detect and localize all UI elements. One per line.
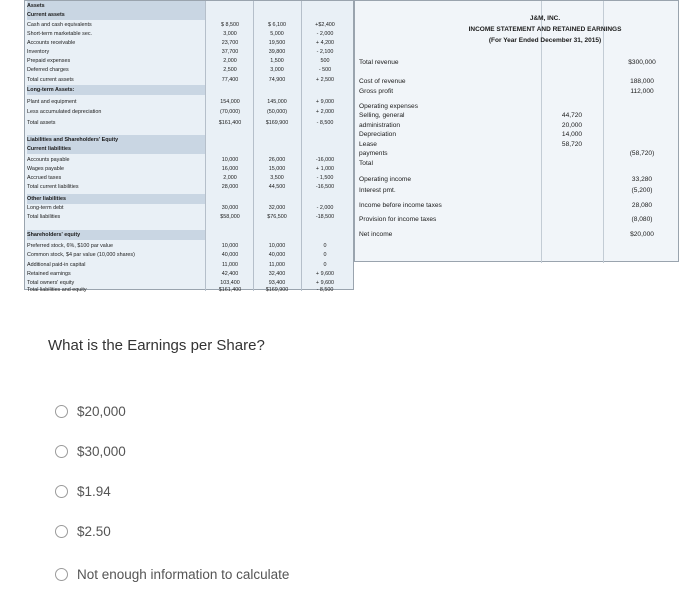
value-2014: $169,900 xyxy=(265,287,289,293)
value-2014: 15,000 xyxy=(268,166,286,172)
balance-sheet-row xyxy=(25,107,355,117)
income-statement-row xyxy=(355,229,680,241)
balance-sheet-row xyxy=(25,75,355,85)
company-name: J&M, INC. xyxy=(529,15,561,22)
value-2014: (50,000) xyxy=(266,109,288,115)
value-change: - 1,500 xyxy=(316,175,334,181)
answer-option-2[interactable] xyxy=(55,441,126,461)
option-label: $2.50 xyxy=(77,523,111,539)
value-change: 0 xyxy=(323,262,327,268)
balance-sheet-row xyxy=(25,285,355,295)
row-label: Cost of revenue xyxy=(359,78,406,85)
row-label: Accrued taxes xyxy=(27,175,62,181)
income-statement-row xyxy=(355,86,680,98)
row-label: Total assets xyxy=(27,120,56,126)
expense-value: 44,720 xyxy=(561,112,583,119)
row-label: Total current liabilities xyxy=(27,184,79,190)
balance-sheet-row xyxy=(25,118,355,128)
value-2014: 19,500 xyxy=(268,40,286,46)
balance-sheet-row xyxy=(25,10,355,20)
value-change: -16,000 xyxy=(315,157,335,163)
value-2015: 16,000 xyxy=(221,166,239,172)
value-2015: 154,000 xyxy=(220,99,240,105)
statement-period: (For Year Ended December 31, 2015) xyxy=(488,37,602,44)
row-label: Less accumulated depreciation xyxy=(27,109,102,115)
option-label: Not enough information to calculate xyxy=(77,566,290,582)
row-label: Total revenue xyxy=(359,59,399,66)
value-2015: 23,700 xyxy=(221,40,239,46)
income-statement-row xyxy=(355,158,680,170)
value-change: - 8,500 xyxy=(316,287,334,293)
row-label: Selling, general xyxy=(359,112,405,119)
value-change: 0 xyxy=(323,252,327,258)
total-value: $300,000 xyxy=(628,59,656,66)
value-2014: $169,900 xyxy=(265,120,289,126)
row-label: Short-term marketable sec. xyxy=(27,31,93,37)
row-label: Inventory xyxy=(27,49,50,55)
row-label: Lease xyxy=(359,141,377,148)
row-label: administration xyxy=(359,122,401,129)
value-change: + 9,600 xyxy=(315,280,335,286)
answer-option-3[interactable] xyxy=(55,481,111,501)
value-2014: 10,000 xyxy=(268,243,286,249)
income-statement-row xyxy=(355,200,680,212)
value-2015: 10,000 xyxy=(221,157,239,163)
balance-sheet-row xyxy=(25,182,355,192)
row-label: Provision for income taxes xyxy=(359,216,437,223)
value-change: 0 xyxy=(323,243,327,249)
row-label: Total liabilities and equity xyxy=(27,287,87,293)
row-label: Accounts receivable xyxy=(27,40,76,46)
value-2015: 77,400 xyxy=(221,77,239,83)
value-2015: 30,000 xyxy=(221,205,239,211)
row-label: Cash and cash equivalents xyxy=(27,22,92,28)
value-2014: $76,500 xyxy=(267,214,287,220)
value-change: + 4,200 xyxy=(315,40,335,46)
row-label: Current assets xyxy=(27,10,205,20)
value-2015: 11,000 xyxy=(221,262,239,268)
row-label: Wages payable xyxy=(27,166,64,172)
income-statement-row xyxy=(355,57,680,69)
value-change: - 8,500 xyxy=(316,120,334,126)
balance-sheet-image xyxy=(24,0,354,293)
value-2015: $58,000 xyxy=(220,214,240,220)
row-label: Interest pmt. xyxy=(359,187,396,194)
value-2015: 103,400 xyxy=(220,280,240,286)
row-label: Operating expenses xyxy=(359,103,419,110)
balance-sheet-row xyxy=(25,85,355,95)
balance-sheet-row xyxy=(25,97,355,107)
value-2015: 42,400 xyxy=(221,271,239,277)
answer-option-1[interactable] xyxy=(55,401,126,421)
total-value: 28,080 xyxy=(631,202,653,209)
radio-button[interactable] xyxy=(55,485,68,498)
row-label: Net income xyxy=(359,231,393,238)
radio-button[interactable] xyxy=(55,568,68,581)
value-change: - 2,000 xyxy=(316,31,334,37)
value-2014: 1,500 xyxy=(270,58,284,64)
row-label: Plant and equipment xyxy=(27,99,77,105)
total-value: 188,000 xyxy=(630,78,654,85)
value-2015: 2,000 xyxy=(223,58,237,64)
balance-sheet-row xyxy=(25,212,355,222)
value-2014: 93,400 xyxy=(268,280,286,286)
value-2015: 28,000 xyxy=(221,184,239,190)
income-statement-row xyxy=(355,214,680,226)
value-2014: 11,000 xyxy=(268,262,286,268)
row-label: Shareholders' equity xyxy=(27,230,205,240)
value-2014: 39,800 xyxy=(268,49,286,55)
row-label: Gross profit xyxy=(359,88,394,95)
value-change: -18,500 xyxy=(315,214,335,220)
value-change: + 9,000 xyxy=(315,99,335,105)
value-2014: 32,000 xyxy=(268,205,286,211)
value-change: + 2,000 xyxy=(315,109,335,115)
radio-button[interactable] xyxy=(55,405,68,418)
value-2014: 32,400 xyxy=(268,271,286,277)
radio-button[interactable] xyxy=(55,525,68,538)
row-label: Deferred charges xyxy=(27,67,69,73)
total-value: (5,200) xyxy=(631,187,653,194)
row-label: Depreciation xyxy=(359,131,397,138)
income-statement-image xyxy=(354,0,679,262)
value-2014: 44,500 xyxy=(268,184,286,190)
row-label: Long-term Assets: xyxy=(27,85,205,95)
row-label: Total xyxy=(359,160,373,167)
total-value: 33,280 xyxy=(631,176,653,183)
radio-button[interactable] xyxy=(55,445,68,458)
row-label: Common stock, $4 par value (10,000 shares) xyxy=(27,252,135,258)
row-label: Current liabilities xyxy=(27,144,205,154)
value-2015: 3,000 xyxy=(223,31,237,37)
option-label: $30,000 xyxy=(77,443,126,459)
total-value: 112,000 xyxy=(630,88,654,95)
income-statement-row xyxy=(355,185,680,197)
value-2014: 3,500 xyxy=(270,175,284,181)
row-label: Prepaid expenses xyxy=(27,58,71,64)
value-2015: $161,400 xyxy=(218,120,242,126)
value-change: - 2,000 xyxy=(316,205,334,211)
statement-title: INCOME STATEMENT AND RETAINED EARNINGS xyxy=(468,26,622,33)
answer-option-4[interactable] xyxy=(55,521,111,541)
row-label: Total owners' equity xyxy=(27,280,75,286)
value-2014: $ 6,100 xyxy=(268,22,286,28)
row-label: payments xyxy=(359,150,388,157)
row-label: Long-term debt xyxy=(27,205,64,211)
expense-value: 14,000 xyxy=(561,131,583,138)
value-2014: 145,000 xyxy=(267,99,287,105)
row-label: Operating income xyxy=(359,176,412,183)
value-change: -16,500 xyxy=(315,184,335,190)
value-2015: $ 8,500 xyxy=(221,22,239,28)
total-value: (58,720) xyxy=(629,150,655,157)
value-change: - 500 xyxy=(318,67,332,73)
row-label: Additional paid-in capital xyxy=(27,262,86,268)
value-change: 500 xyxy=(320,58,330,64)
balance-sheet-row xyxy=(25,230,355,240)
row-label: Other liabilities xyxy=(27,194,205,204)
value-2015: 10,000 xyxy=(221,243,239,249)
value-2015: 37,700 xyxy=(221,49,239,55)
balance-sheet-row xyxy=(25,250,355,260)
value-2014: 3,000 xyxy=(270,67,284,73)
balance-sheet-row xyxy=(25,144,355,154)
value-change: + 9,600 xyxy=(315,271,335,277)
value-2015: 2,000 xyxy=(223,175,237,181)
row-label: Accounts payable xyxy=(27,157,70,163)
option-label: $20,000 xyxy=(77,403,126,419)
value-change: - 2,100 xyxy=(316,49,334,55)
row-label: Retained earnings xyxy=(27,271,71,277)
value-2015: 40,000 xyxy=(221,252,239,258)
value-change: +$2,400 xyxy=(315,22,335,28)
total-value: (8,080) xyxy=(631,216,653,223)
value-2015: 2,500 xyxy=(223,67,237,73)
expense-value: 58,720 xyxy=(561,141,583,148)
expense-value: 20,000 xyxy=(561,122,583,129)
question-text: What is the Earnings per Share? xyxy=(48,337,265,354)
row-label: Preferred stock, 6%, $100 par value xyxy=(27,243,113,249)
balance-sheet-row xyxy=(25,65,355,75)
row-label: Total current assets xyxy=(27,77,74,83)
answer-option-5[interactable] xyxy=(55,564,289,584)
value-2014: 40,000 xyxy=(268,252,286,258)
row-label: Total liabilities xyxy=(27,214,61,220)
value-2014: 5,000 xyxy=(270,31,284,37)
row-label: Income before income taxes xyxy=(359,202,442,209)
option-label: $1.94 xyxy=(77,483,111,499)
total-value: $20,000 xyxy=(630,231,654,238)
value-2015: (70,000) xyxy=(219,109,241,115)
value-change: + 1,000 xyxy=(315,166,335,172)
value-2014: 74,900 xyxy=(268,77,286,83)
value-change: + 2,500 xyxy=(315,77,335,83)
row-label: Liabilities and Shareholders' Equity xyxy=(27,135,205,145)
row-label: Assets xyxy=(27,1,205,11)
value-2014: 26,000 xyxy=(268,157,286,163)
value-2015: $161,400 xyxy=(218,287,242,293)
